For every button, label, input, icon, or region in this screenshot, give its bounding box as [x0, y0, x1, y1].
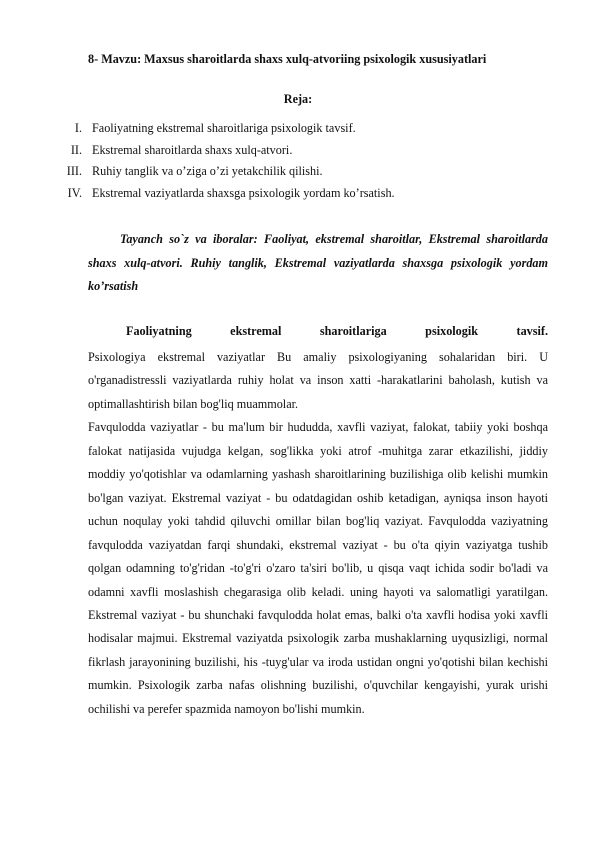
plan-item — [50, 143, 570, 165]
body-paragraph: Favqulodda vaziyatlar - bu ma'lum bir hududda, xavfli vaziyat, falokat, tabiiy yoki boshqa falokat natijasida vujudga kelgan, sog'likka yoki atrof -muhitga zarar etkazilishi, jiddiy moddiy yo'qotishlar va odamlarning yashash sharoitlarining buzilishiga olib kelishi mumkin bo'lgan vaziyat. Ekstremal vaziyat - bu odatdagidan oshib ketadigan, ayniqsa inson hayoti uchun noqulay yoki tahdid qiluvchi omillar bilan bog'liq vaziyat. Favqulodda vaziyatning favqulodda vaziyatdan farqi shundaki, ekstremal vaziyat - bu o'ta qiyin vaziyatga tushib qolgan odamning to'g'ridan -to'g'ri o'zaro ta'siri bo'lib, u qisqa vaqt ichida sodir bo'ladi va odamni xavfli moslashish chegarasiga olib keladi. uning hayoti va salomatligi yaratilgan. Ekstremal vaziyat - bu shunchaki favqulodda holat emas, balki o'ta xavfli hodisa yoki xavfli hodisalar majmui. Ekstremal vaziyatda psixologik zarba mushaklarning uyqusizligi, normal fikrlash jarayonining buzilishi, his -tuyg'ular va iroda ustidan ongni yo'qotishi bilan kechishi mumkin. Psixologik zarba nafas olishning buzilishi, o'quvchilar kengayishi, yurak urishi ochilishi va perefer spazmida namoyon bo'lishi mumkin. — [88, 420, 548, 716]
plan-list — [50, 121, 570, 207]
plan-item-text: Ruhiy tanglik va o’ziga o’zi yetakchilik qilishi. — [92, 164, 323, 178]
plan-item-number: I. — [74, 121, 82, 135]
plan-item-number: II. — [70, 142, 82, 157]
plan-item — [50, 164, 570, 186]
section-heading: Faoliyatning ekstremal sharoitlariga psixologik tavsif. — [126, 324, 548, 338]
plan-item-number: III. — [66, 164, 82, 178]
document-title: 8- Mavzu: Maxsus sharoitlarda shaxs xulq-atvoriing psixologik xususiyatlari — [88, 52, 487, 66]
plan-item — [50, 121, 570, 143]
plan-item-number: IV. — [67, 185, 82, 200]
plan-item-text: Ekstremal sharoitlarda shaxs xulq-atvori. — [92, 142, 293, 157]
plan-item — [50, 186, 570, 208]
body-text — [88, 346, 548, 721]
plan-item-text: Ekstremal vaziyatlarda shaxsga psixologik yordam ko’rsatish. — [92, 185, 395, 200]
keywords-paragraph: Tayanch so`z va iboralar: Faoliyat, ekstremal sharoitlar, Ekstremal sharoitlarda shaxs xulq-atvori. Ruhiy tanglik, Ekstremal vaziyatlarda shaxsga psixologik yordam ko’rsatish — [88, 232, 548, 293]
plan-item-text: Faoliyatning ekstremal sharoitlariga psixologik tavsif. — [92, 121, 356, 135]
plan-heading: Reja: — [283, 92, 313, 106]
body-paragraph: Psixologiya ekstremal vaziyatlar Bu amaliy psixologiyaning sohalaridan biri. U o'rganadistressli vaziyatlarda ruhiy holat va inson xatti -harakatlarini baholash, kutish va optimallashtirish bilan bog'liq muammolar. — [88, 350, 548, 411]
